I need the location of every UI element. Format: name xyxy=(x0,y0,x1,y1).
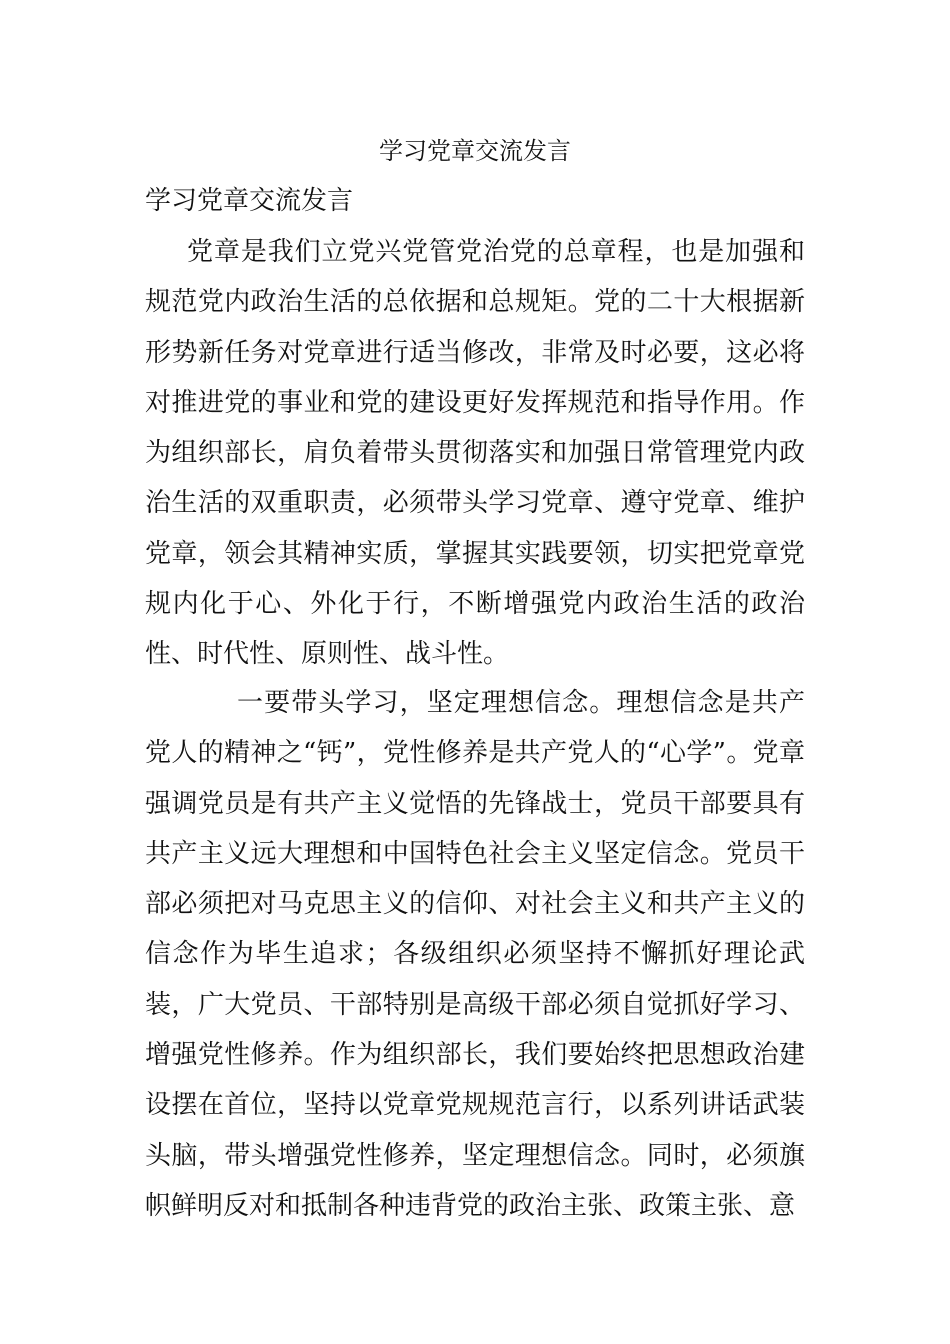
document-title: 学习党章交流发言 xyxy=(379,137,571,165)
paragraph-intro: 党章是我们立党兴党管党治党的总章程，也是加强和规范党内政治生活的总依据和总规矩。党的二十大根据新形势新任务对党章进行适当修改，非常及时必要，这必将对推进党的事业和党的建设更好发挥规范和指导作用。作为组织部长，肩负着带头贯彻落实和加强日常管理党内政治生活的双重职责，必须带头学习党章、遵守党章、维护党章，领会其精神实质，掌握其实践要领，切实把党章党规内化于心、外化于行，不断增强党内政治生活的政治性、时代性、原则性、战斗性。 xyxy=(145,237,805,670)
document-subtitle: 学习党章交流发言 xyxy=(145,186,354,216)
paragraph-first-point: 一要带头学习，坚定理想信念。理想信念是共产党人的精神之“钙”，党性修养是共产党人的“心学”。党章强调党员是有共产主义觉悟的先锋战士，党员干部要具有共产主义远大理想和中国特色社会主义坚定信念。党员干部必须把对马克思主义的信仰、对社会主义和共产主义的信念作为毕生追求；各级组织必须坚持不懈抓好理论武装，广大党员、干部特别是高级干部必须自觉抓好学习、增强党性修养。作为组织部长，我们要始终把思想政治建设摆在首位，坚持以党章党规规范言行，以系列讲话武装头脑，带头增强党性修养，坚定理想信念。同时，必须旗帜鲜明反对和抵制各种违背党的政治主张、政策主张、意 xyxy=(145,688,805,1221)
